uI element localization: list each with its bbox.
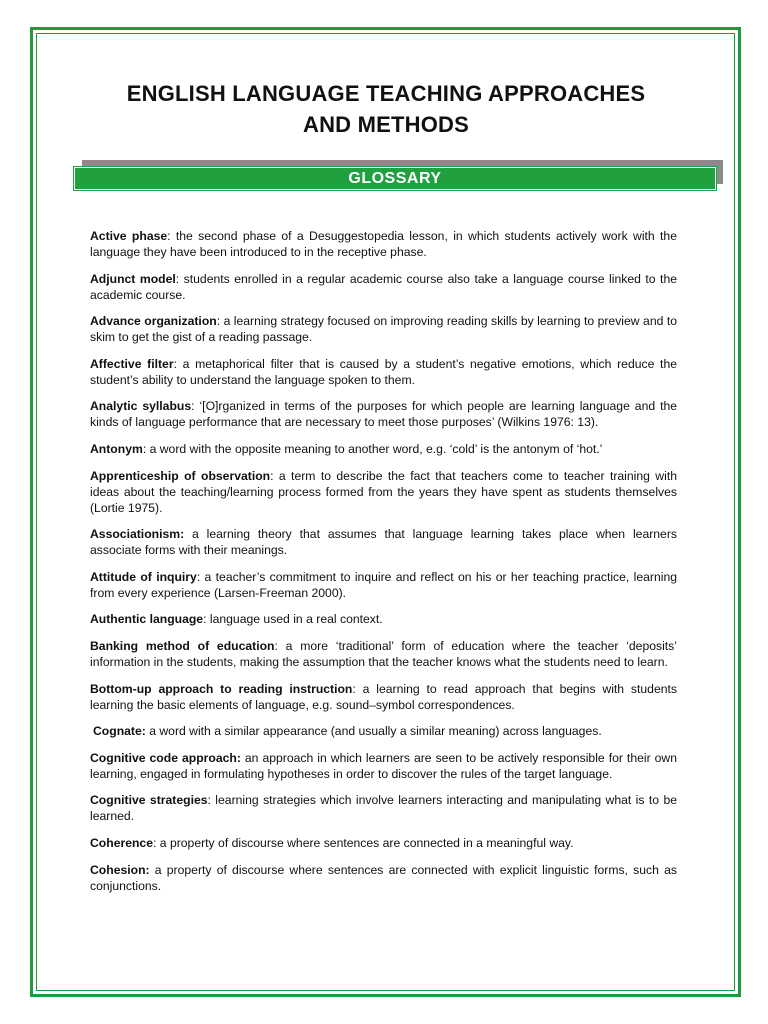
entry-term: Authentic language [90, 612, 204, 627]
glossary-entry [90, 526, 677, 558]
entry-term: Adjunct model [90, 271, 176, 286]
entry-definition: a term to describe the fact that teachers come to teacher training with ideas about the teaching/learning process formed from the years they have spent as students themselves (Lortie 1975). [90, 468, 677, 515]
title-line-2: AND METHODS [303, 112, 469, 137]
entry-term: Affective filter [90, 356, 174, 371]
entry-term: Attitude of inquiry [90, 569, 197, 584]
entry-separator: : [153, 835, 157, 850]
glossary-heading: GLOSSARY [74, 167, 716, 190]
glossary-entry [90, 441, 677, 457]
document-title [60, 78, 712, 140]
entry-separator: : [274, 638, 278, 653]
glossary-entry [90, 356, 677, 388]
glossary-entry [90, 862, 677, 894]
entry-term: Active phase [90, 229, 168, 243]
entry-definition: a more ‘traditional’ form of education where the teacher ‘deposits’ information in the students, making the assumption that the teacher knows what the students need to learn. [90, 638, 677, 669]
entry-definition: a learning theory that assumes that language learning takes place when learners associate forms with their meanings. [90, 527, 677, 558]
glossary-entry [90, 835, 677, 851]
entry-separator: : [207, 793, 211, 808]
entry-term: Coherence [90, 835, 153, 850]
entry-separator: : [142, 441, 147, 456]
entry-definition: a word with the opposite meaning to another word, e.g. ‘cold’ is the antonym of ‘hot.’ [146, 441, 603, 456]
entry-separator: : [196, 569, 201, 584]
entry-definition: a word with a similar appearance (and usually a similar meaning) across languages. [145, 724, 602, 739]
glossary-entry [90, 681, 677, 713]
entry-definition: a property of discourse where sentences are connected in a meaningful way. [156, 835, 574, 850]
entry-definition: language used in a real context. [206, 612, 383, 627]
glossary-entry [90, 750, 677, 782]
entry-definition: a learning to read approach that begins with students learning the basic elements of language, e.g. sound–symbol correspondences. [90, 681, 677, 712]
entry-separator: : [352, 681, 356, 696]
entry-separator: : [173, 356, 177, 371]
glossary-entry [90, 569, 677, 601]
entry-term: Cognate: [93, 724, 146, 739]
title-line-1: ENGLISH LANGUAGE TEACHING APPROACHES [126, 81, 646, 106]
glossary-entry [90, 271, 677, 303]
glossary-entry [90, 313, 677, 345]
glossary-entry [90, 468, 677, 516]
entry-separator: : [167, 229, 171, 243]
entry-term: Apprenticeship of observation [90, 468, 271, 483]
entry-definition: a learning strategy focused on improving reading skills by learning to preview and to skim to get the gist of a reading passage. [90, 314, 678, 345]
entry-term: Cognitive code approach: [90, 750, 241, 765]
entry-term: Associationism: [90, 527, 185, 542]
entry-separator: : [270, 468, 274, 483]
entry-definition: a teacher’s commitment to inquire and reflect on his or her teaching practice, learning from every experience (Larsen-Freeman 2000). [90, 569, 677, 600]
glossary-entry [90, 638, 677, 670]
entry-term: Bottom-up approach to reading instruction [90, 681, 353, 696]
glossary-entry [90, 398, 677, 430]
entry-definition: the second phase of a Desuggestopedia lesson, in which students actively work with the language they have been introduced to in the receptive phase. [90, 229, 677, 259]
entry-term: Advance organization [90, 314, 217, 329]
entry-term: Analytic syllabus [90, 399, 192, 414]
glossary-list [90, 228, 677, 904]
entry-term: Antonym [90, 441, 143, 456]
entry-definition: learning strategies which involve learners interacting and manipulating what is to be learned. [90, 793, 677, 824]
entry-term: Cognitive strategies [90, 793, 208, 808]
entry-separator: : [191, 399, 195, 414]
entry-term: Cohesion: [90, 862, 150, 877]
entry-separator: : [216, 314, 221, 329]
entry-separator: : [175, 271, 180, 286]
entry-separator: : [203, 612, 207, 627]
entry-definition: a metaphorical filter that is caused by a student’s negative emotions, which reduce the student’s ability to understand the language spoken to them. [90, 356, 677, 387]
entry-definition: a property of discourse where sentences are connected with explicit linguistic forms, such as conjunctions. [90, 862, 677, 893]
glossary-entry [90, 723, 677, 739]
glossary-entry [90, 792, 677, 824]
entry-definition: ‘[O]rganized in terms of the purposes for which people are learning language and the kinds of language performance that are necessary to meet those purposes’ (Wilkins 1976: 13). [90, 399, 678, 430]
glossary-entry [90, 611, 677, 627]
entry-term: Banking method of education [90, 638, 275, 653]
entry-definition: students enrolled in a regular academic course also take a language course linked to the academic course. [90, 271, 677, 302]
glossary-entry [90, 228, 677, 260]
entry-definition: an approach in which learners are seen to be actively responsible for their own learning, engaged in formulating hypotheses in order to discover the rules of the target language. [90, 750, 677, 781]
